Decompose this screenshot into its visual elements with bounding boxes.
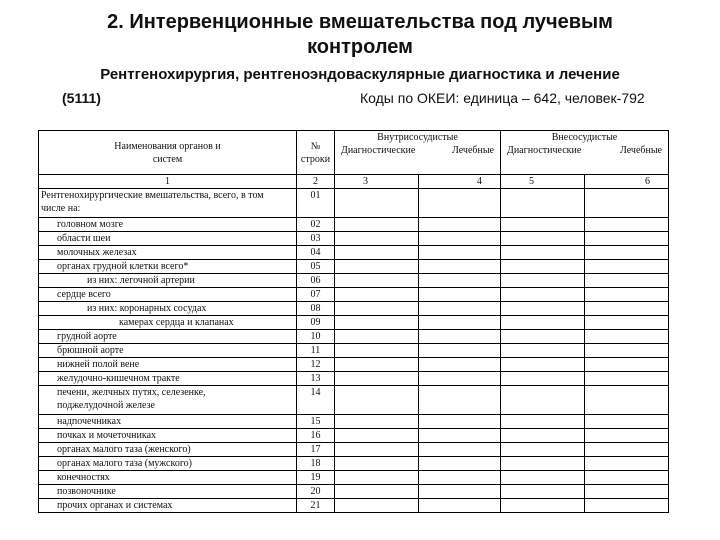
row-name: надпочечниках <box>39 415 297 429</box>
row-name: области шеи <box>39 232 297 246</box>
value-cell[interactable] <box>501 372 585 386</box>
value-cell[interactable] <box>335 260 419 274</box>
value-cell[interactable] <box>419 316 501 330</box>
table-row <box>39 372 669 386</box>
row-name: грудной аорте <box>39 330 297 344</box>
header-row-no-text: № строки <box>300 140 331 165</box>
value-cell[interactable] <box>419 499 501 513</box>
value-cell[interactable] <box>335 232 419 246</box>
header-row-no <box>297 131 335 175</box>
value-cell[interactable] <box>335 358 419 372</box>
header-extravascular-text: Внесосудистые <box>551 132 618 143</box>
value-cell[interactable] <box>501 358 585 372</box>
value-cell[interactable] <box>419 344 501 358</box>
value-cell[interactable] <box>335 316 419 330</box>
table-row <box>39 358 669 372</box>
value-cell[interactable] <box>501 274 585 288</box>
table-row <box>39 274 669 288</box>
row-name: брюшной аорте <box>39 344 297 358</box>
table-row <box>39 457 669 471</box>
row-name: головном мозге <box>39 218 297 232</box>
value-cell[interactable] <box>585 485 669 499</box>
col-num-1: 1 <box>39 175 297 189</box>
value-cell[interactable] <box>335 302 419 316</box>
value-cell[interactable] <box>335 485 419 499</box>
table-row <box>39 232 669 246</box>
value-cell[interactable] <box>501 288 585 302</box>
table-row <box>39 316 669 330</box>
row-number: 14 <box>297 386 335 415</box>
value-cell[interactable] <box>335 288 419 302</box>
header-extravascular <box>501 131 669 175</box>
header-intra-therapeutic: Лечебные <box>452 145 494 156</box>
col-num-3: 3 <box>335 175 419 189</box>
value-cell[interactable] <box>585 372 669 386</box>
column-number-row <box>39 175 669 189</box>
table-row <box>39 302 669 316</box>
row-number: 18 <box>297 457 335 471</box>
row-name: сердце всего <box>39 288 297 302</box>
value-cell[interactable] <box>335 415 419 429</box>
table-row <box>39 260 669 274</box>
header-name-text: Наименования органов и систем <box>114 140 221 165</box>
value-cell[interactable] <box>501 344 585 358</box>
value-cell[interactable] <box>585 443 669 457</box>
value-cell[interactable] <box>585 288 669 302</box>
row-number: 05 <box>297 260 335 274</box>
title-line-2: контролем <box>307 36 413 58</box>
page-title <box>0 10 720 60</box>
table-row <box>39 415 669 429</box>
row-number: 02 <box>297 218 335 232</box>
value-cell[interactable] <box>585 457 669 471</box>
row-name: желудочно-кишечном тракте <box>39 372 297 386</box>
header-row <box>39 131 669 175</box>
value-cell[interactable] <box>585 189 669 218</box>
value-cell[interactable] <box>585 260 669 274</box>
value-cell[interactable] <box>335 471 419 485</box>
row-number: 04 <box>297 246 335 260</box>
row-number: 09 <box>297 316 335 330</box>
title-line-1: 2. Интервенционные вмешательства под лучевым <box>107 11 613 33</box>
value-cell[interactable] <box>419 232 501 246</box>
value-cell[interactable] <box>585 246 669 260</box>
row-name: камерах сердца и клапанах <box>39 316 297 330</box>
table-row <box>39 330 669 344</box>
row-number: 03 <box>297 232 335 246</box>
value-cell[interactable] <box>419 443 501 457</box>
value-cell[interactable] <box>585 232 669 246</box>
value-cell[interactable] <box>335 429 419 443</box>
value-cell[interactable] <box>335 246 419 260</box>
row-name: прочих органах и системах <box>39 499 297 513</box>
row-number: 20 <box>297 485 335 499</box>
row-number: 08 <box>297 302 335 316</box>
value-cell[interactable] <box>585 344 669 358</box>
row-name: органах малого таза (мужского) <box>39 457 297 471</box>
table-row <box>39 246 669 260</box>
row-name: печени, желчных путях, селезенке, поджелудочной железе <box>39 386 297 415</box>
value-cell[interactable] <box>419 218 501 232</box>
value-cell[interactable] <box>419 471 501 485</box>
value-cell[interactable] <box>419 274 501 288</box>
row-number: 07 <box>297 288 335 302</box>
value-cell[interactable] <box>419 386 501 415</box>
value-cell[interactable] <box>501 246 585 260</box>
value-cell[interactable] <box>501 443 585 457</box>
value-cell[interactable] <box>501 415 585 429</box>
table-row <box>39 189 669 218</box>
row-number: 12 <box>297 358 335 372</box>
value-cell[interactable] <box>501 457 585 471</box>
value-cell[interactable] <box>585 316 669 330</box>
value-cell[interactable] <box>419 302 501 316</box>
header-intravascular <box>335 131 501 175</box>
row-name: органах грудной клетки всего* <box>39 260 297 274</box>
value-cell[interactable] <box>585 429 669 443</box>
header-intra-diagnostic: Диагностические <box>341 145 416 156</box>
row-number: 17 <box>297 443 335 457</box>
value-cell[interactable] <box>335 443 419 457</box>
value-cell[interactable] <box>501 302 585 316</box>
value-cell[interactable] <box>419 246 501 260</box>
row-name: нижней полой вене <box>39 358 297 372</box>
value-cell[interactable] <box>585 499 669 513</box>
value-cell[interactable] <box>419 457 501 471</box>
value-cell[interactable] <box>419 372 501 386</box>
table-row <box>39 386 669 415</box>
value-cell[interactable] <box>585 274 669 288</box>
row-number: 15 <box>297 415 335 429</box>
table-row <box>39 443 669 457</box>
value-cell[interactable] <box>501 232 585 246</box>
value-cell[interactable] <box>501 471 585 485</box>
header-intravascular-text: Внутрисосудистые <box>377 132 458 143</box>
value-cell[interactable] <box>335 499 419 513</box>
value-cell[interactable] <box>585 471 669 485</box>
table-row <box>39 485 669 499</box>
table-row <box>39 429 669 443</box>
value-cell[interactable] <box>419 330 501 344</box>
value-cell[interactable] <box>585 415 669 429</box>
value-cell[interactable] <box>585 330 669 344</box>
value-cell[interactable] <box>419 189 501 218</box>
col-num-2: 2 <box>297 175 335 189</box>
row-number: 10 <box>297 330 335 344</box>
table-row <box>39 499 669 513</box>
row-name: из них: коронарных сосудах <box>39 302 297 316</box>
value-cell[interactable] <box>501 218 585 232</box>
row-name: из них: легочной артерии <box>39 274 297 288</box>
row-number: 16 <box>297 429 335 443</box>
value-cell[interactable] <box>335 386 419 415</box>
row-name: почках и мочеточниках <box>39 429 297 443</box>
row-number: 21 <box>297 499 335 513</box>
table-row <box>39 288 669 302</box>
row-number: 06 <box>297 274 335 288</box>
okei-codes: Коды по ОКЕИ: единица – 642, человек-792 <box>360 90 645 106</box>
col-num-6: 6 <box>585 175 669 189</box>
value-cell[interactable] <box>335 218 419 232</box>
col-num-5: 5 <box>501 175 585 189</box>
table-row <box>39 218 669 232</box>
row-number: 11 <box>297 344 335 358</box>
value-cell[interactable] <box>335 372 419 386</box>
table-row <box>39 471 669 485</box>
value-cell[interactable] <box>419 415 501 429</box>
header-name <box>39 131 297 175</box>
value-cell[interactable] <box>335 344 419 358</box>
header-extra-therapeutic: Лечебные <box>620 145 662 156</box>
value-cell[interactable] <box>501 386 585 415</box>
row-name: позвоночнике <box>39 485 297 499</box>
value-cell[interactable] <box>335 330 419 344</box>
value-cell[interactable] <box>419 358 501 372</box>
value-cell[interactable] <box>501 189 585 218</box>
value-cell[interactable] <box>501 260 585 274</box>
row-name: Рентгенохирургические вмешательства, всего, в том числе на: <box>39 189 297 218</box>
interventions-table <box>38 130 669 513</box>
value-cell[interactable] <box>501 485 585 499</box>
value-cell[interactable] <box>501 330 585 344</box>
value-cell[interactable] <box>585 218 669 232</box>
row-number: 13 <box>297 372 335 386</box>
row-name: конечностях <box>39 471 297 485</box>
row-number: 19 <box>297 471 335 485</box>
form-code: (5111) <box>62 90 101 106</box>
row-name: молочных железах <box>39 246 297 260</box>
value-cell[interactable] <box>585 386 669 415</box>
value-cell[interactable] <box>335 274 419 288</box>
value-cell[interactable] <box>335 189 419 218</box>
value-cell[interactable] <box>419 260 501 274</box>
value-cell[interactable] <box>501 429 585 443</box>
row-number: 01 <box>297 189 335 218</box>
header-extra-diagnostic: Диагностические <box>507 145 582 156</box>
value-cell[interactable] <box>335 457 419 471</box>
value-cell[interactable] <box>585 302 669 316</box>
value-cell[interactable] <box>501 316 585 330</box>
value-cell[interactable] <box>501 499 585 513</box>
table-row <box>39 344 669 358</box>
value-cell[interactable] <box>419 288 501 302</box>
value-cell[interactable] <box>419 485 501 499</box>
col-num-4: 4 <box>419 175 501 189</box>
row-name: органах малого таза (женского) <box>39 443 297 457</box>
value-cell[interactable] <box>585 358 669 372</box>
page-subtitle: Рентгенохирургия, рентгеноэндоваскулярные диагностика и лечение <box>100 66 620 83</box>
value-cell[interactable] <box>419 429 501 443</box>
